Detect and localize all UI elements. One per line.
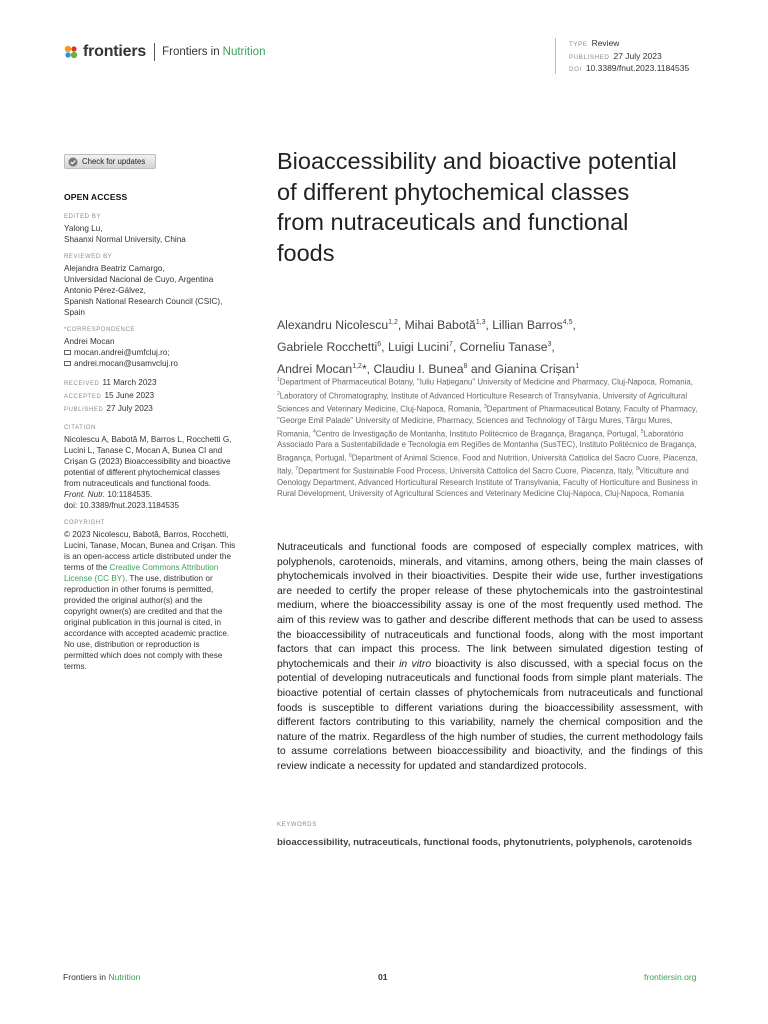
author-affil-sup: 8 [463,363,468,371]
journal-name: Nutrition [222,46,266,58]
date-published [64,403,264,416]
author-name[interactable]: Lillian Barros [492,318,563,333]
author-affil-sup: 1,3 [475,319,486,326]
affiliation: Laboratory of Chromatography, Institute of Advanced Horticulture Research of Transylvania, University of Agricultural Sciences and Veterinary Medicine, Cluj-Napoca, Romania, [277,391,688,414]
meta-published-value: 27 July 2023 [613,50,662,61]
date-accepted [64,390,264,403]
author-separator: , [572,318,576,333]
meta-doi-value[interactable]: 10.3389/fnut.2023.1184535 [585,63,690,73]
citation-volume: 10:1184535. [105,490,153,499]
logo-divider [154,43,155,61]
affil-sup: 1 [277,377,280,383]
copyright-line: terms. [64,662,87,671]
date-accepted-value: 15 June 2023 [104,391,155,400]
copyright-line: is an open-access article distributed under the [64,552,232,561]
cc-license-link[interactable]: Creative Commons Attribution [109,563,219,572]
affil-sup: 8 [636,466,639,473]
brand-name: frontiers [83,43,147,60]
copyright-line: original publication in this journal is cited, in [64,618,222,627]
affiliation: Department for Sustainable Food Process, Università Cattolica del Sacro Cuore, Piacenza, Italy, [298,467,637,477]
reviewed-by-label: REVIEWED BY [64,254,113,260]
abstract-text: Nutraceuticals and functional foods are composed of especially complex matrices, with polyphenols, carotenoids, minerals, and vitamins, among others, being the main classes of phytochemicals involved in their bioactivities. Despite their wide use, further investigations are needed to certify the proper release of these phytochemicals into the gastrointestinal medium, where the bioaccessibility assay is one of the most frequently used method. The aim of this review was to gather and describe different methods that can be used to assess the bioaccessibility of nutraceuticals and functional foods, along with the most important factors that can impact this process. The link between simulated digestion testing of phytochemicals and their [277,542,703,670]
dates-block [64,377,264,416]
copyright-label: COPYRIGHT [64,520,106,526]
check-updates-icon [68,157,78,167]
date-published-value: 27 July 2023 [106,404,153,413]
author-name[interactable]: Luigi Lucini [387,340,449,355]
author-name[interactable]: Alexandru Nicolescu [277,318,389,333]
copyright-line: reproduction in other forums is permitted, [64,585,214,594]
license-suffix: . The use, distribution or [124,574,213,583]
article-title: Bioaccessibility and bioactive potential of different phytochemical classes from nutraceuticals and functional foods [277,148,677,266]
citation-text [64,434,264,511]
affiliation: Department of Pharmaceutical Botany, "Iuliu Hațieganu" University of Medicine and Pharmacy, Cluj-Napoca, Romania, [279,377,693,387]
reviewer-line: Alejandra Beatriz Camargo, [64,264,165,273]
abstract [277,541,703,775]
correspondence-text [64,336,264,369]
reviewer-line: Spanish National Research Council (CSIC), [64,297,223,306]
author-separator: and [467,362,495,377]
keywords-label: KEYWORDS [277,822,317,828]
author-separator: , [381,340,388,355]
frontiers-logo[interactable] [63,41,293,63]
author-affil-sup: 4,5 [562,319,573,326]
citation-line: Crișan G (2023) Bioaccessibility and bioactive [64,457,231,466]
terms-prefix: terms of the [64,563,110,572]
sidebar [64,192,264,680]
author-separator: , [397,318,405,333]
author-affil-sup: 1,2 [352,363,362,371]
author-list [277,313,697,379]
author-separator: , [452,340,460,355]
page-number: 01 [378,972,388,982]
email-row[interactable] [64,347,264,358]
author-name[interactable]: Corneliu Tanase [459,340,548,355]
email-icon [64,350,71,355]
author-separator: , [485,318,493,333]
author-name[interactable]: Gabriele Rocchetti [277,340,378,355]
copyright-line [64,573,264,584]
copyright-line: provided the original author(s) and the [64,596,203,605]
edited-by-label: EDITED BY [64,214,102,220]
edited-by-text [64,223,264,245]
journal-prefix: Frontiers in [162,46,220,58]
citation-line: Nicolescu A, Babotă M, Barros L, Rocchetti G, [64,435,232,444]
date-received [64,377,264,390]
meta-type-key: TYPE [569,41,588,48]
copyright-line: No use, distribution or reproduction is [64,640,200,649]
date-accepted-key: ACCEPTED [64,394,102,400]
editor-affiliation: Shaanxi Normal University, China [64,235,186,244]
author-name[interactable]: Mihai Babotă [404,318,476,333]
citation-label: CITATION [64,425,96,431]
check-for-updates-button[interactable] [64,154,156,169]
email-link[interactable]: mocan.andrei@umfcluj.ro; [74,348,170,357]
meta-type-value: Review [591,38,620,48]
affiliation: Laboratório Associado Para a Sustentabilidade e Tecnologia em Regiões de Montanha (SusTEC), Instituto Politécnico de Bragança, Bragança, Portugal, [277,429,697,463]
author-affil-sup: 1,2 [388,319,398,326]
affiliation: Department of Animal Science, Food and Nutrition, Università Cattolica del Sacro Cuore, Piacenza, Italy, [277,453,698,477]
keywords: bioaccessibility, nutraceuticals, functional foods, phytonutrients, polyphenols, carotenoids [277,837,693,848]
cc-by-link[interactable]: License (CC BY) [64,574,125,583]
citation-doi[interactable]: doi: 10.3389/fnut.2023.1184535 [64,501,180,510]
affil-sup: 2 [277,390,280,397]
citation-line: from nutraceuticals and functional foods. [64,479,212,488]
meta-doi-key: DOI [569,66,582,73]
author-name[interactable]: Gianina Crișan [494,362,576,377]
affil-sup: 4 [312,428,316,435]
meta-type [569,38,689,51]
copyright-line [64,562,264,573]
author-separator: , [551,340,555,355]
author-name[interactable]: Andrei Mocan [277,362,353,377]
abstract-italic: in vitro [399,658,432,670]
reviewer-line: Universidad Nacional de Cuyo, Argentina [64,275,214,284]
author-affil-sup: 7 [448,341,453,349]
footer-journal-prefix: Frontiers in [63,972,106,982]
affiliation: Department of Pharmaceutical Botany, Faculty of Pharmacy, "George Emil Palade" University of Medicine, Pharmacy, Sciences and Technology of Târgu Mures, Târgu Mures, Romania, [277,404,698,439]
date-published-key: PUBLISHED [64,407,104,413]
affiliation: Viticulture and Oenology Department, Advanced Horticultural Research Institute of Transylvania, Faculty of Horticulture and Business in Rural Development, University of Agricultural Sciences and Veterinary Medicine Cluj-Napoca, Cluj-Napoca, Romania [277,467,698,498]
email-row[interactable] [64,358,264,369]
copyright-line: permitted which does not comply with these [64,651,223,660]
email-link[interactable]: andrei.mocan@usamvcluj.ro [74,359,178,368]
date-received-key: RECEIVED [64,381,100,387]
copyright-line: © 2023 Nicolescu, Babotă, Barros, Rocchetti, [64,530,229,539]
author-affil-sup: 6 [377,341,382,349]
citation-line: Lucini L, Tanase C, Mocan A, Bunea CI and [64,446,223,455]
email-icon [64,361,71,366]
affil-sup: 3 [484,404,487,411]
copyright-line: accordance with accepted academic practice. [64,629,230,638]
author-separator: *, [361,362,374,377]
reviewer-line: Spain [64,308,85,317]
footer-journal [63,972,140,982]
meta-published [569,51,689,64]
meta-published-key: PUBLISHED [569,53,610,61]
footer-site-link[interactable]: frontiersin.org [644,972,697,982]
affil-sup: 7 [295,466,299,473]
correspondence-name: Andrei Mocan [64,337,115,346]
check-updates-label: Check for updates [82,157,146,166]
meta-doi [569,63,689,76]
affil-sup: 5 [640,428,644,435]
copyright-line: Lucini, Tanase, Mocan, Bunea and Crișan. This [64,541,236,550]
affil-sup: 6 [348,452,352,459]
citation-journal-line [64,489,264,500]
author-affil-sup: 3 [547,341,552,349]
footer-journal-name: Nutrition [108,972,141,982]
copyright-text [64,529,264,672]
affiliation: Centro de Investigação de Montanha, Instituto Politécnico de Bragança, Bragança, Portugal, [315,429,641,439]
reviewed-by-text [64,263,264,318]
editor-name: Yalong Lu, [64,224,103,233]
frontiers-logo-icon [63,44,79,60]
affiliations [277,375,702,500]
reviewer-line: Antonio Pérez-Gálvez, [64,286,146,295]
article-meta [555,38,689,74]
citation-line: potential of different phytochemical classes [64,468,220,477]
copyright-line: copyright owner(s) are credited and that the [64,607,223,616]
citation-journal: Front. Nutr. [64,490,106,499]
correspondence-label: *CORRESPONDENCE [64,327,136,333]
date-received-value: 11 March 2023 [102,378,157,387]
abstract-text: bioactivity is also discussed, with a special focus on the potential of developing nutraceuticals and functional foods from simple plant materials. The bioactive potential of certain classes of phytochemicals from nutraceuticals and functional foods is susceptible to different variations during the bioaccessibility assessment, with different factors contributing to this variability, namely the chemical composition and the nature of the matrix. Regardless of the high number of studies, the current methodology fails to assume correlations between bioaccessibility and bioactivity, and the findings of this review indicate a necessity for updated and standardized protocols. [277,658,703,772]
author-name[interactable]: Claudiu I. Bunea [373,362,464,377]
author-affil-sup: 1 [575,363,580,371]
open-access-label: OPEN ACCESS [64,192,128,202]
